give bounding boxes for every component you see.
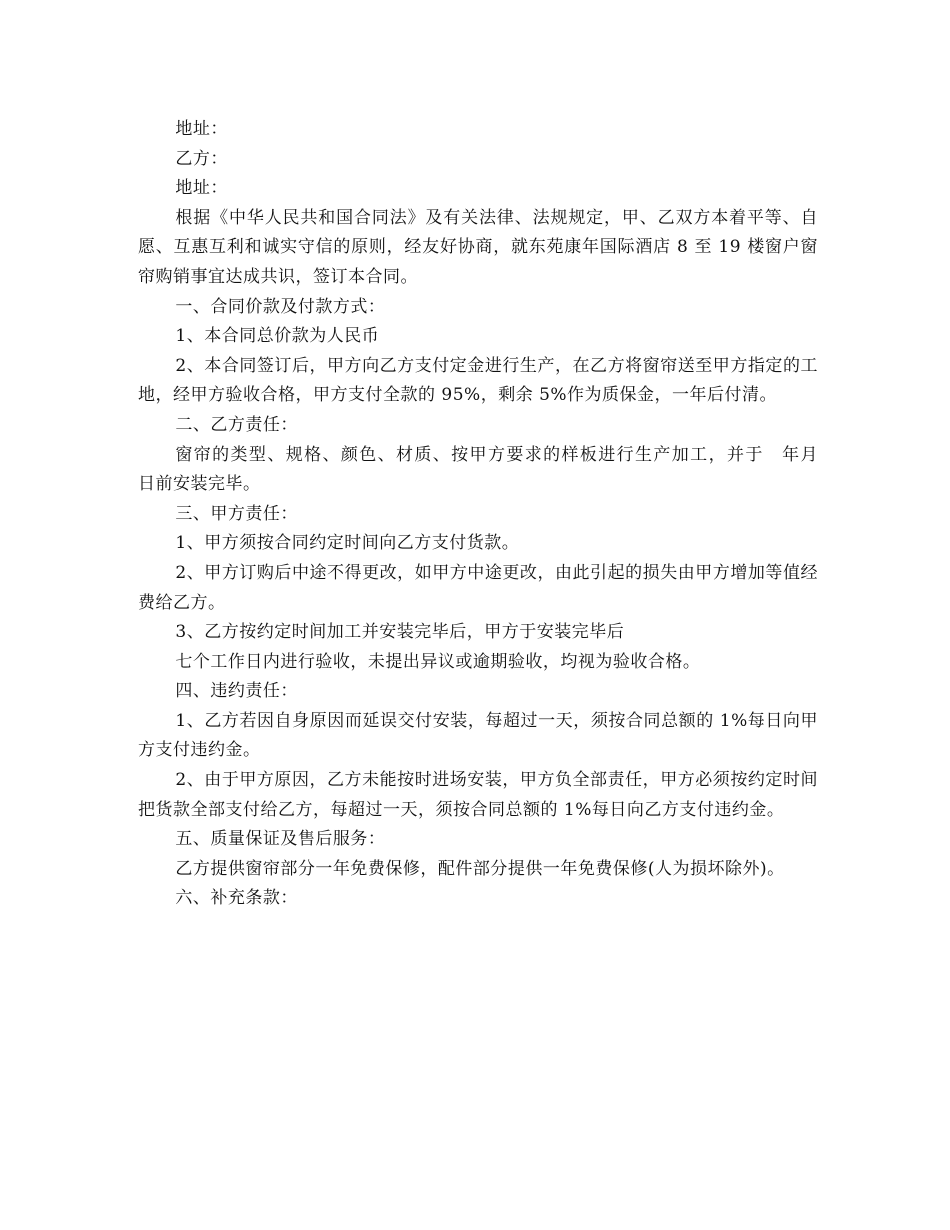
clause-3-3: 3、乙方按约定时间加工并安装完毕后，甲方于安装完毕后: [175, 622, 625, 643]
contract-body: [138, 115, 836, 914]
party-a-address-line: 地址：: [175, 119, 228, 139]
clause-1-1: 1、本合同总价款为人民币: [175, 326, 380, 347]
party-b-address-line: 地址：: [175, 178, 228, 199]
clause-4-1: 1、乙方若因自身原因而延误交付安装，每超过一天，须按合同总额的 1%每日向甲方支付违约金。: [138, 710, 818, 761]
clause-3-1: 1、甲方须按合同约定时间向乙方支付货款。: [175, 533, 520, 554]
section-heading-party-b-duties: 二、乙方责任：: [175, 414, 298, 435]
party-b-line: 乙方：: [175, 148, 228, 169]
section-heading-party-a-duties: 三、甲方责任：: [175, 503, 298, 524]
clause-4-2: 2、由于甲方原因，乙方未能按时进场安装，甲方负全部责任，甲方必须按约定时间把货款全部支付给乙方，每超过一天，须按合同总额的 1%每日向乙方支付违约金。: [138, 770, 818, 820]
clause-3-2: 2、甲方订购后中途不得更改，如甲方中途更改，由此引起的损失由甲方增加等值经费给乙方。: [138, 562, 818, 613]
clause-3-3-continued: 七个工作日内进行验收，未提出异议或逾期验收，均视为验收合格。: [175, 651, 701, 672]
section-heading-supplementary: 六、补充条款：: [175, 888, 298, 909]
preamble-paragraph: 根据《中华人民共和国合同法》及有关法律、法规规定，甲、乙双方本着平等、自愿、互惠互利和诚实守信的原则，经友好协商，就东苑康年国际酒店 8 至 19 楼窗户窗帘购销事宜达成共识，签订本合同。: [138, 207, 818, 287]
clause-2-body: 窗帘的类型、规格、颜色、材质、按甲方要求的样板进行生产加工，并于 年月 日前安装完毕。: [138, 444, 836, 495]
section-heading-price-payment: 一、合同价款及付款方式：: [175, 296, 386, 317]
section-heading-breach: 四、违约责任：: [175, 681, 298, 702]
section-heading-warranty: 五、质量保证及售后服务：: [175, 829, 386, 850]
clause-1-2: 2、本合同签订后，甲方向乙方支付定金进行生产，在乙方将窗帘送至甲方指定的工地，经甲方验收合格，甲方支付全款的 95%，剩余 5%作为质保金，一年后付清。: [138, 355, 818, 406]
clause-5-body: 乙方提供窗帘部分一年免费保修，配件部分提供一年免费保修(人为损坏除外)。: [175, 858, 785, 879]
